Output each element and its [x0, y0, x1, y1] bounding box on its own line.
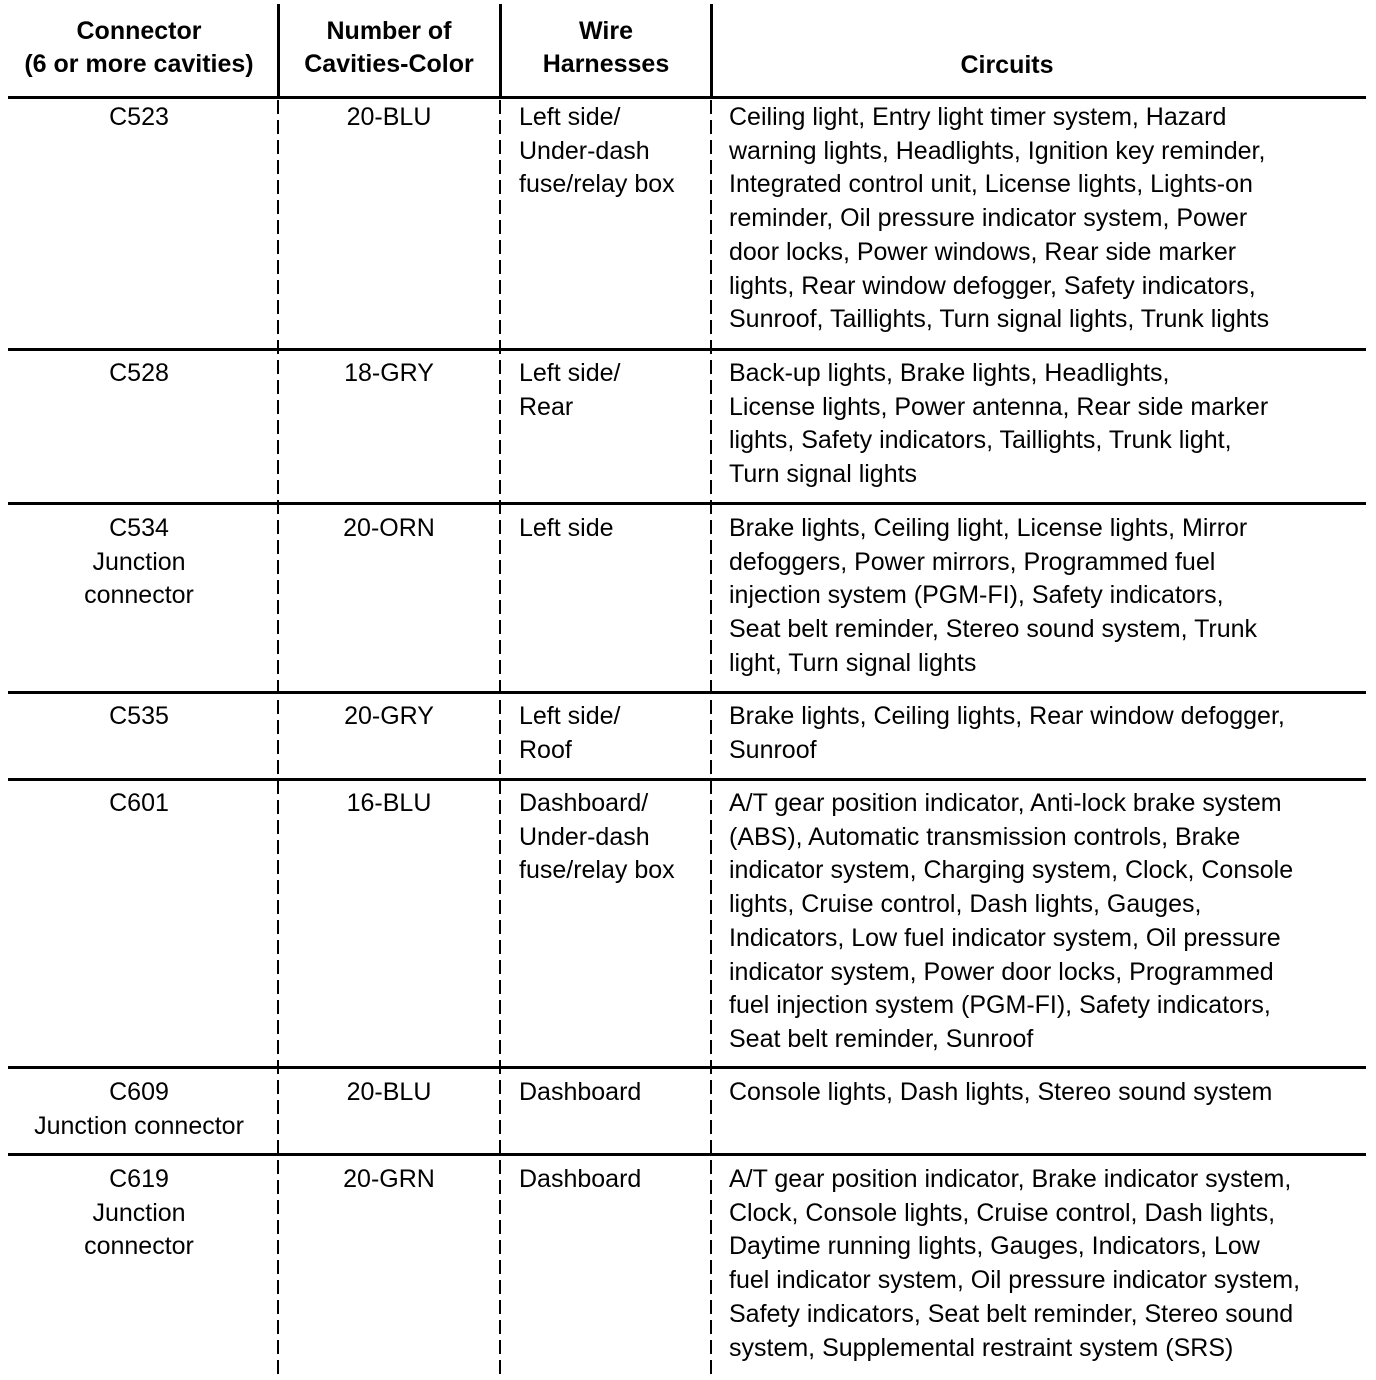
connector-note: connector: [84, 1232, 194, 1261]
wire-line: Roof: [519, 735, 572, 764]
wire-line: Left side/: [519, 359, 621, 387]
connector-cell: [8, 1145, 270, 1264]
wire-line: Left side/: [519, 103, 621, 131]
circuits-line: Ceiling light, Entry light timer system, Hazard: [729, 103, 1227, 131]
connector-id: C523: [109, 103, 169, 131]
header-divider: [710, 4, 713, 96]
cavities-cell: [280, 494, 498, 546]
connector-cell: [8, 339, 270, 391]
header-divider: [499, 4, 502, 96]
cavities-value: 16-BLU: [346, 789, 432, 817]
column-divider: [710, 100, 712, 1380]
circuits-cell: [729, 769, 1369, 1057]
circuits-line: defoggers, Power mirrors, Programmed fuel: [729, 547, 1216, 576]
circuits-line: injection system (PGM-FI), Safety indicators,: [729, 581, 1224, 610]
connector-note: connector: [84, 581, 194, 610]
circuits-line: indicator system, Power door locks, Programmed: [729, 957, 1274, 986]
header-connector: [8, 0, 270, 96]
wire-harness-cell: [519, 339, 709, 424]
cavities-value: 20-GRY: [344, 702, 434, 730]
connector-cell: [8, 494, 270, 613]
circuits-line: A/T gear position indicator, Anti-lock brake system: [729, 789, 1282, 817]
cavities-value: 20-GRN: [343, 1165, 435, 1193]
cavities-cell: [280, 1058, 498, 1110]
wire-line: Under-dash: [519, 136, 650, 165]
connector-id: C609: [109, 1078, 169, 1106]
connector-id: C619: [109, 1165, 169, 1193]
wire-harness-cell: [519, 682, 709, 767]
wire-harness-cell: [519, 494, 709, 546]
circuits-line: reminder, Oil pressure indicator system, Power: [729, 204, 1248, 233]
header-wire-line1: Wire: [579, 17, 633, 45]
cavities-value: 20-BLU: [346, 103, 432, 131]
circuits-line: lights, Safety indicators, Taillights, Trunk light,: [729, 426, 1232, 455]
circuits-cell: [729, 682, 1369, 767]
cavities-value: 20-ORN: [343, 514, 435, 542]
circuits-cell: [729, 1058, 1369, 1110]
circuits-cell: [729, 83, 1369, 337]
circuits-line: (ABS), Automatic transmission controls, Brake: [729, 822, 1241, 851]
circuits-line: fuel indicator system, Oil pressure indicator system,: [729, 1266, 1301, 1295]
circuits-line: Brake lights, Ceiling light, License lights, Mirror: [729, 514, 1248, 542]
cavities-value: 18-GRY: [344, 359, 434, 387]
cavities-value: 20-BLU: [346, 1078, 432, 1106]
cavities-cell: [280, 682, 498, 734]
header-wire-line2: Harnesses: [542, 50, 670, 78]
circuits-line: Clock, Console lights, Cruise control, Dash lights,: [729, 1198, 1276, 1227]
wire-line: Dashboard: [519, 1165, 642, 1193]
header-connector-line2: (6 or more cavities): [24, 50, 254, 78]
header-cavities-line2: Cavities-Color: [304, 50, 474, 78]
column-divider: [499, 100, 501, 1380]
circuits-line: Indicators, Low fuel indicator system, Oil pressure: [729, 923, 1281, 952]
circuits-line: Console lights, Dash lights, Stereo sound system: [729, 1078, 1273, 1106]
connector-note: Junction: [92, 547, 186, 576]
wire-harness-cell: [519, 83, 709, 202]
connector-id: C601: [109, 789, 169, 817]
circuits-cell: [729, 494, 1369, 681]
circuits-line: Daytime running lights, Gauges, Indicators, Low: [729, 1232, 1260, 1261]
circuits-line: light, Turn signal lights: [729, 648, 977, 677]
wire-line: fuse/relay box: [519, 170, 675, 199]
header-cavities: [280, 0, 498, 96]
connector-cell: [8, 769, 270, 821]
circuits-cell: [729, 339, 1369, 492]
circuits-line: Seat belt reminder, Stereo sound system, Trunk: [729, 615, 1258, 644]
circuits-line: Integrated control unit, License lights, Lights-on: [729, 170, 1253, 199]
header-circuits: [714, 0, 1300, 96]
circuits-cell: [729, 1145, 1369, 1365]
column-divider: [277, 100, 279, 1380]
circuits-line: Back-up lights, Brake lights, Headlights,: [729, 359, 1170, 387]
circuits-line: warning lights, Headlights, Ignition key reminder,: [729, 136, 1266, 165]
circuits-line: Sunroof: [729, 735, 817, 764]
circuits-line: fuel injection system (PGM-FI), Safety indicators,: [729, 991, 1271, 1020]
connector-id: C535: [109, 702, 169, 730]
circuits-line: system, Supplemental restraint system (SRS): [729, 1333, 1234, 1362]
connector-cell: [8, 1058, 270, 1143]
connector-id: C528: [109, 359, 169, 387]
circuits-line: Turn signal lights: [729, 460, 918, 489]
cavities-cell: [280, 769, 498, 821]
wire-line: fuse/relay box: [519, 856, 675, 885]
circuits-line: indicator system, Charging system, Clock, Console: [729, 856, 1294, 885]
circuits-line: Seat belt reminder, Sunroof: [729, 1024, 1034, 1053]
connector-cell: [8, 83, 270, 135]
connector-note: Junction: [92, 1198, 186, 1227]
circuits-line: Brake lights, Ceiling lights, Rear window defogger,: [729, 702, 1285, 730]
wire-line: Under-dash: [519, 822, 650, 851]
header-wire-harnesses: [502, 0, 710, 96]
cavities-cell: [280, 1145, 498, 1197]
header-cavities-line1: Number of: [326, 17, 452, 45]
circuits-line: Safety indicators, Seat belt reminder, Stereo sound: [729, 1299, 1294, 1328]
connector-note: Junction connector: [34, 1111, 244, 1140]
wire-line: Dashboard/: [519, 789, 649, 817]
header-circuits-label: Circuits: [960, 51, 1054, 79]
cavities-cell: [280, 339, 498, 391]
wire-line: Rear: [519, 392, 574, 421]
cavities-cell: [280, 83, 498, 135]
circuits-line: Sunroof, Taillights, Turn signal lights, Trunk lights: [729, 305, 1270, 334]
wire-harness-cell: [519, 769, 709, 888]
circuits-line: lights, Rear window defogger, Safety indicators,: [729, 271, 1256, 300]
wire-harness-cell: [519, 1058, 709, 1110]
wire-harness-cell: [519, 1145, 709, 1197]
wire-line: Left side/: [519, 702, 621, 730]
connector-cell: [8, 682, 270, 734]
circuits-line: License lights, Power antenna, Rear side marker: [729, 392, 1269, 421]
header-connector-line1: Connector: [76, 17, 202, 45]
circuits-line: A/T gear position indicator, Brake indicator system,: [729, 1165, 1292, 1193]
wire-line: Left side: [519, 514, 614, 542]
circuits-line: lights, Cruise control, Dash lights, Gauges,: [729, 890, 1202, 919]
circuits-line: door locks, Power windows, Rear side marker: [729, 237, 1237, 266]
wire-line: Dashboard: [519, 1078, 642, 1106]
connector-id: C534: [109, 514, 169, 542]
